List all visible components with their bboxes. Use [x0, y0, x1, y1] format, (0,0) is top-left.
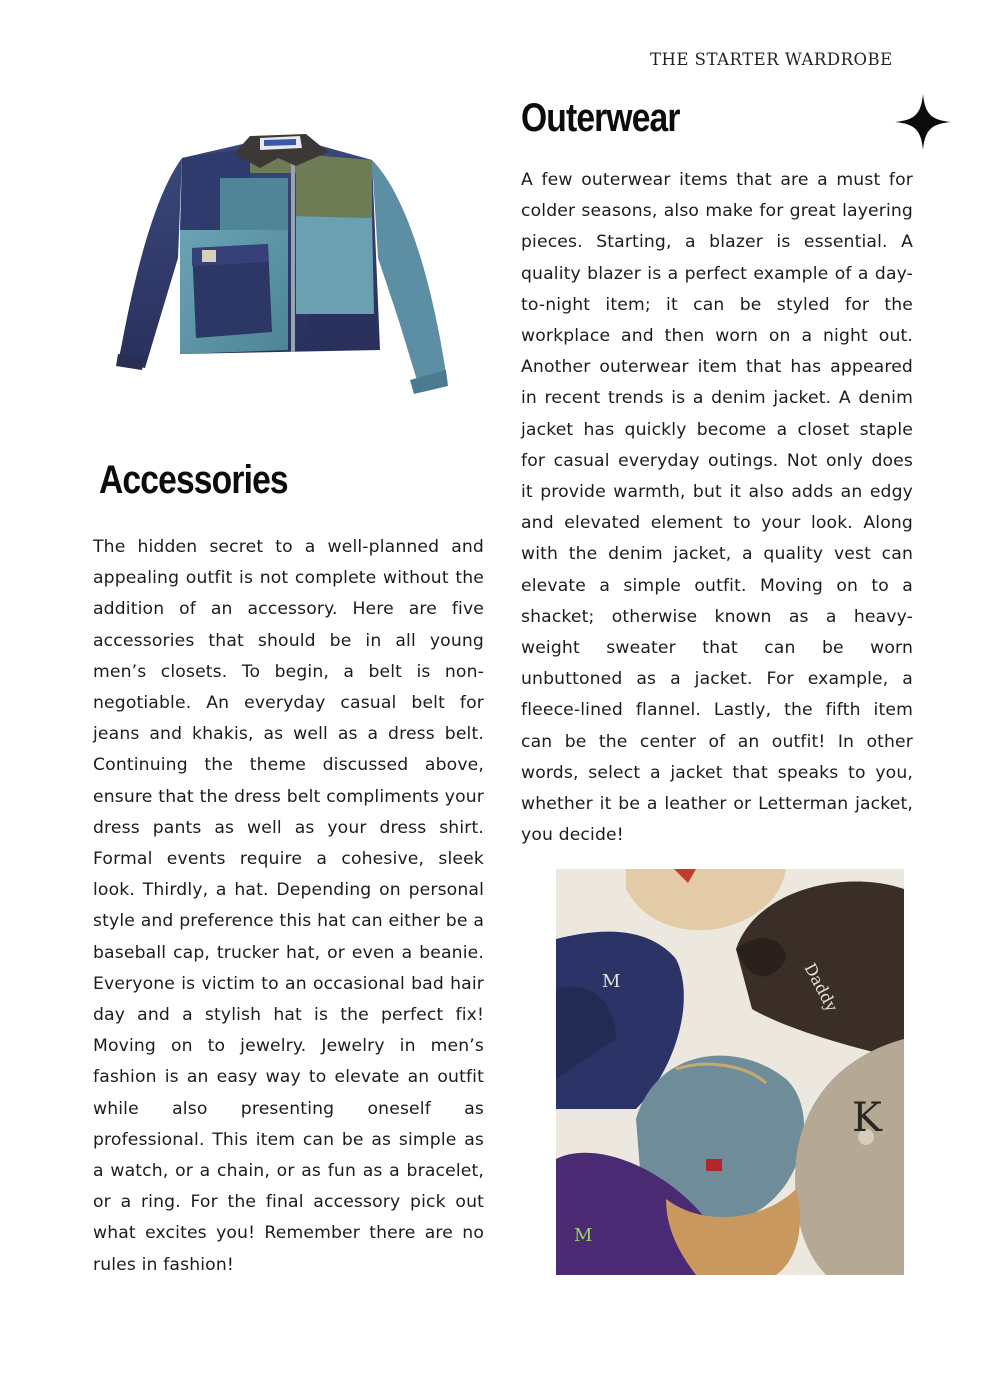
- patchwork-jacket-photo: [110, 118, 450, 398]
- outerwear-body-text: A few outerwear items that are a must for colder seasons, also make for great layering pieces. Starting, a blazer is essential. A quality blazer is a perfect example of a day-to-night item; it can be styled for the workplace and then worn on a night out. Another outerwear item that has appeared in recent trends is a denim jacket. A denim jacket has quickly become a closet staple for casual everyday outings. Not only does it provide warmth, but it also adds an edgy and elevated element to your look. Along with the denim jacket, a quality vest can elevate a simple outfit. Moving on to a shacket; otherwise known as a heavy-weight sweater that can be worn unbuttoned as a jacket. For example, a fleece-lined flannel. Lastly, the fifth item can be the center of an outfit! In other words, select a jacket that speaks to you, whether it be a leather or Letterman jacket, you decide!: [521, 170, 913, 846]
- svg-text:M: M: [602, 971, 621, 992]
- outerwear-heading: Outerwear: [521, 96, 680, 140]
- running-title: THE STARTER WARDROBE: [650, 50, 893, 69]
- cap-embroidery-text: Daddy: [800, 959, 842, 1015]
- baseball-caps-photo: [556, 869, 904, 1275]
- svg-text:M: M: [574, 1225, 593, 1246]
- cap-logo-mark: K: [852, 1095, 882, 1141]
- four-point-star-icon: [893, 92, 953, 152]
- accessories-body-text: The hidden secret to a well-planned and appealing outfit is not complete without the addition of an accessory. Here are five accessories that should be in all young men’s closets. To begin, a belt is non-negotiable. An everyday casual belt for jeans and khakis, as well as a dress belt. Continuing the theme discussed above, ensure that the dress belt compliments your dress pants as well as your dress shirt. Formal events require a cohesive, sleek look. Thirdly, a hat. Depending on personal style and preference this hat can either be a baseball cap, trucker hat, or even a beanie. Everyone is victim to an occasional bad hair day and a stylish hat is the perfect fix! Moving on to jewelry. Jewelry in men’s fashion is an easy way to elevate an outfit while also presenting oneself as professional. This item can be as simple as a watch, or a chain, or as fun as a bracelet, or a ring. For the final accessory pick out what excites you! Remember there are no rules in fashion!: [93, 537, 484, 1275]
- accessories-heading: Accessories: [99, 458, 288, 502]
